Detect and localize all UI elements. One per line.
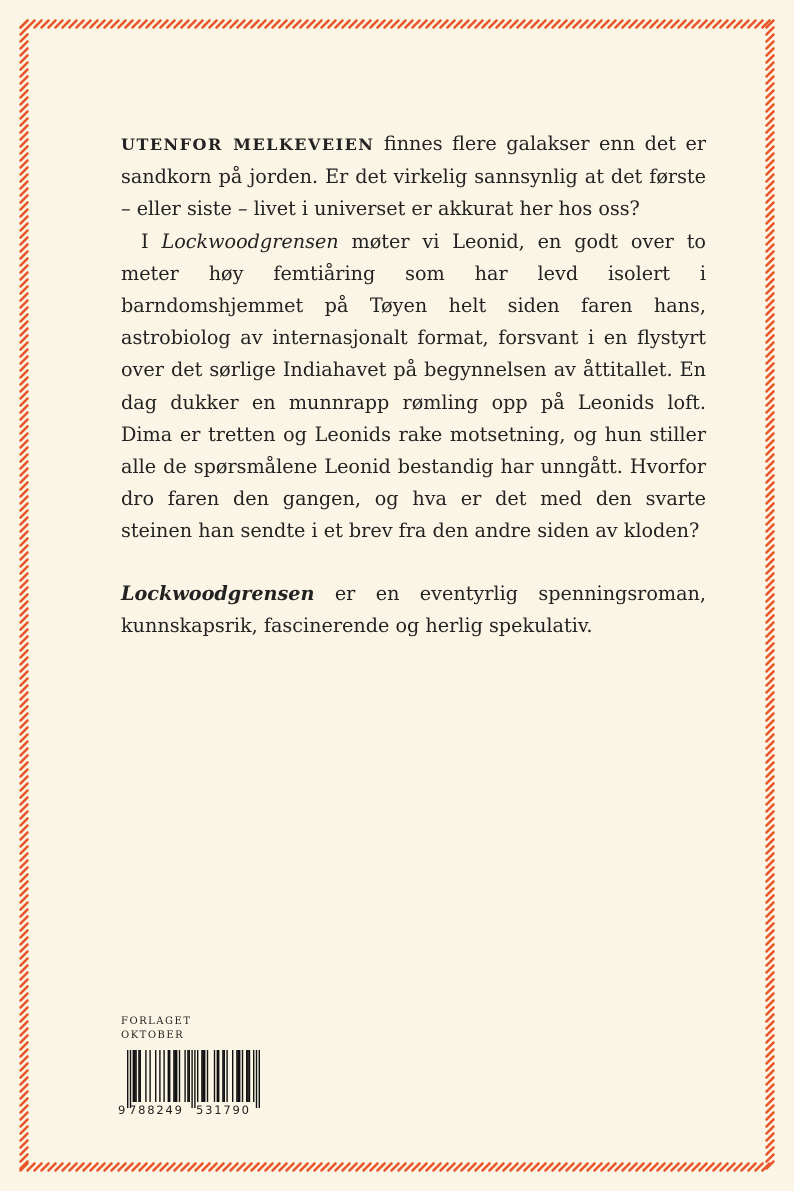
- blurb-p3-text: er en eventyrlig spenningsroman, kunnskapsrik, fascinerende og herlig spekulativ.: [121, 581, 706, 637]
- barcode-bar: [179, 1050, 180, 1102]
- publisher-logo: [121, 1015, 192, 1043]
- publisher-line-2: OKTOBER: [121, 1030, 185, 1041]
- barcode-bar: [222, 1050, 223, 1102]
- blurb-p2-start: I: [141, 229, 162, 253]
- isbn-lead-digit: 9: [118, 1103, 126, 1117]
- barcode-bar: [134, 1050, 135, 1102]
- barcode-bar: [236, 1050, 237, 1102]
- blurb-paragraph-1: [121, 128, 706, 226]
- barcode-bar: [242, 1050, 243, 1102]
- barcode-bar: [155, 1050, 156, 1102]
- barcode-bar: [184, 1050, 185, 1102]
- barcode-bar: [149, 1050, 150, 1102]
- barcode-bar: [189, 1050, 190, 1102]
- isbn-left-group: 788249: [129, 1103, 184, 1117]
- barcode-bar: [194, 1050, 195, 1108]
- barcode-bar: [127, 1050, 128, 1108]
- barcode-bar: [145, 1050, 146, 1102]
- blurb: [121, 128, 706, 642]
- barcode-bar: [238, 1050, 239, 1102]
- barcode-bar: [217, 1050, 218, 1102]
- barcode-bar: [253, 1050, 254, 1102]
- barcode-bar: [168, 1050, 169, 1102]
- barcode-bar: [256, 1050, 257, 1108]
- barcode-bar: [138, 1050, 139, 1102]
- blurb-p2-text: møter vi Leonid, en godt over to meter høy femtiåring som har levd isolert i barndomshjemmet på Tøyen helt siden faren hans, astrobiolog av internasjonalt format, forsvant i en flystyrt over det sørlige Indiahavet på begynnelsen av åttitallet. En dag dukker en munnrapp rømling opp på Leonids loft. Dima er tretten og Leonids rake motsetning, og hun stiller alle de spørsmålene Leonid bestandig har unngått. Hvorfor dro faren den gangen, og hva er det med den svarte steinen han sendte i et brev fra den andre siden av kloden?: [121, 229, 706, 543]
- barcode-bar: [159, 1050, 160, 1102]
- barcode-bar: [224, 1050, 225, 1102]
- barcode-bar: [249, 1050, 250, 1102]
- barcode-bar: [239, 1050, 240, 1102]
- barcode-bar: [232, 1050, 233, 1102]
- barcode-bar: [204, 1050, 205, 1102]
- isbn-barcode: [118, 1050, 263, 1125]
- barcode-bar: [201, 1050, 202, 1102]
- barcode-bar: [197, 1050, 198, 1102]
- blurb-p2-title: Lockwoodgrensen: [161, 229, 339, 253]
- barcode-bar: [226, 1050, 227, 1102]
- barcode-bar: [203, 1050, 204, 1102]
- barcode-bar: [246, 1050, 247, 1102]
- barcode-bar: [247, 1050, 248, 1102]
- barcode-bar: [259, 1050, 260, 1108]
- barcode-bar: [163, 1050, 164, 1102]
- barcode-bars: [118, 1050, 263, 1110]
- barcode-bar: [218, 1050, 219, 1102]
- blurb-lead-caps: UTENFOR MELKEVEIEN: [121, 135, 375, 154]
- barcode-bar: [130, 1050, 131, 1108]
- blurb-paragraph-2: [121, 226, 706, 548]
- blurb-p3-title: Lockwoodgrensen: [121, 581, 315, 605]
- barcode-bar: [207, 1050, 208, 1102]
- barcode-bar: [191, 1050, 192, 1108]
- isbn-right-group: 531790: [196, 1103, 251, 1117]
- barcode-bar: [176, 1050, 177, 1102]
- blurb-paragraph-3: [121, 578, 706, 642]
- barcode-bar: [173, 1050, 174, 1102]
- publisher-line-1: FORLAGET: [121, 1016, 192, 1027]
- barcode-bar: [187, 1050, 188, 1102]
- barcode-bar: [169, 1050, 170, 1102]
- barcode-bar: [135, 1050, 136, 1102]
- blurb-p1-text: finnes flere galakser enn det er sandkorn på jorden. Er det virkelig sannsynlig at det første – eller siste – livet i universet er akkurat her hos oss?: [121, 132, 706, 221]
- barcode-bar: [214, 1050, 215, 1102]
- isbn-digits: [118, 1103, 263, 1119]
- barcode-bar: [140, 1050, 141, 1102]
- barcode-bar: [175, 1050, 176, 1102]
- barcode-bar: [133, 1050, 134, 1102]
